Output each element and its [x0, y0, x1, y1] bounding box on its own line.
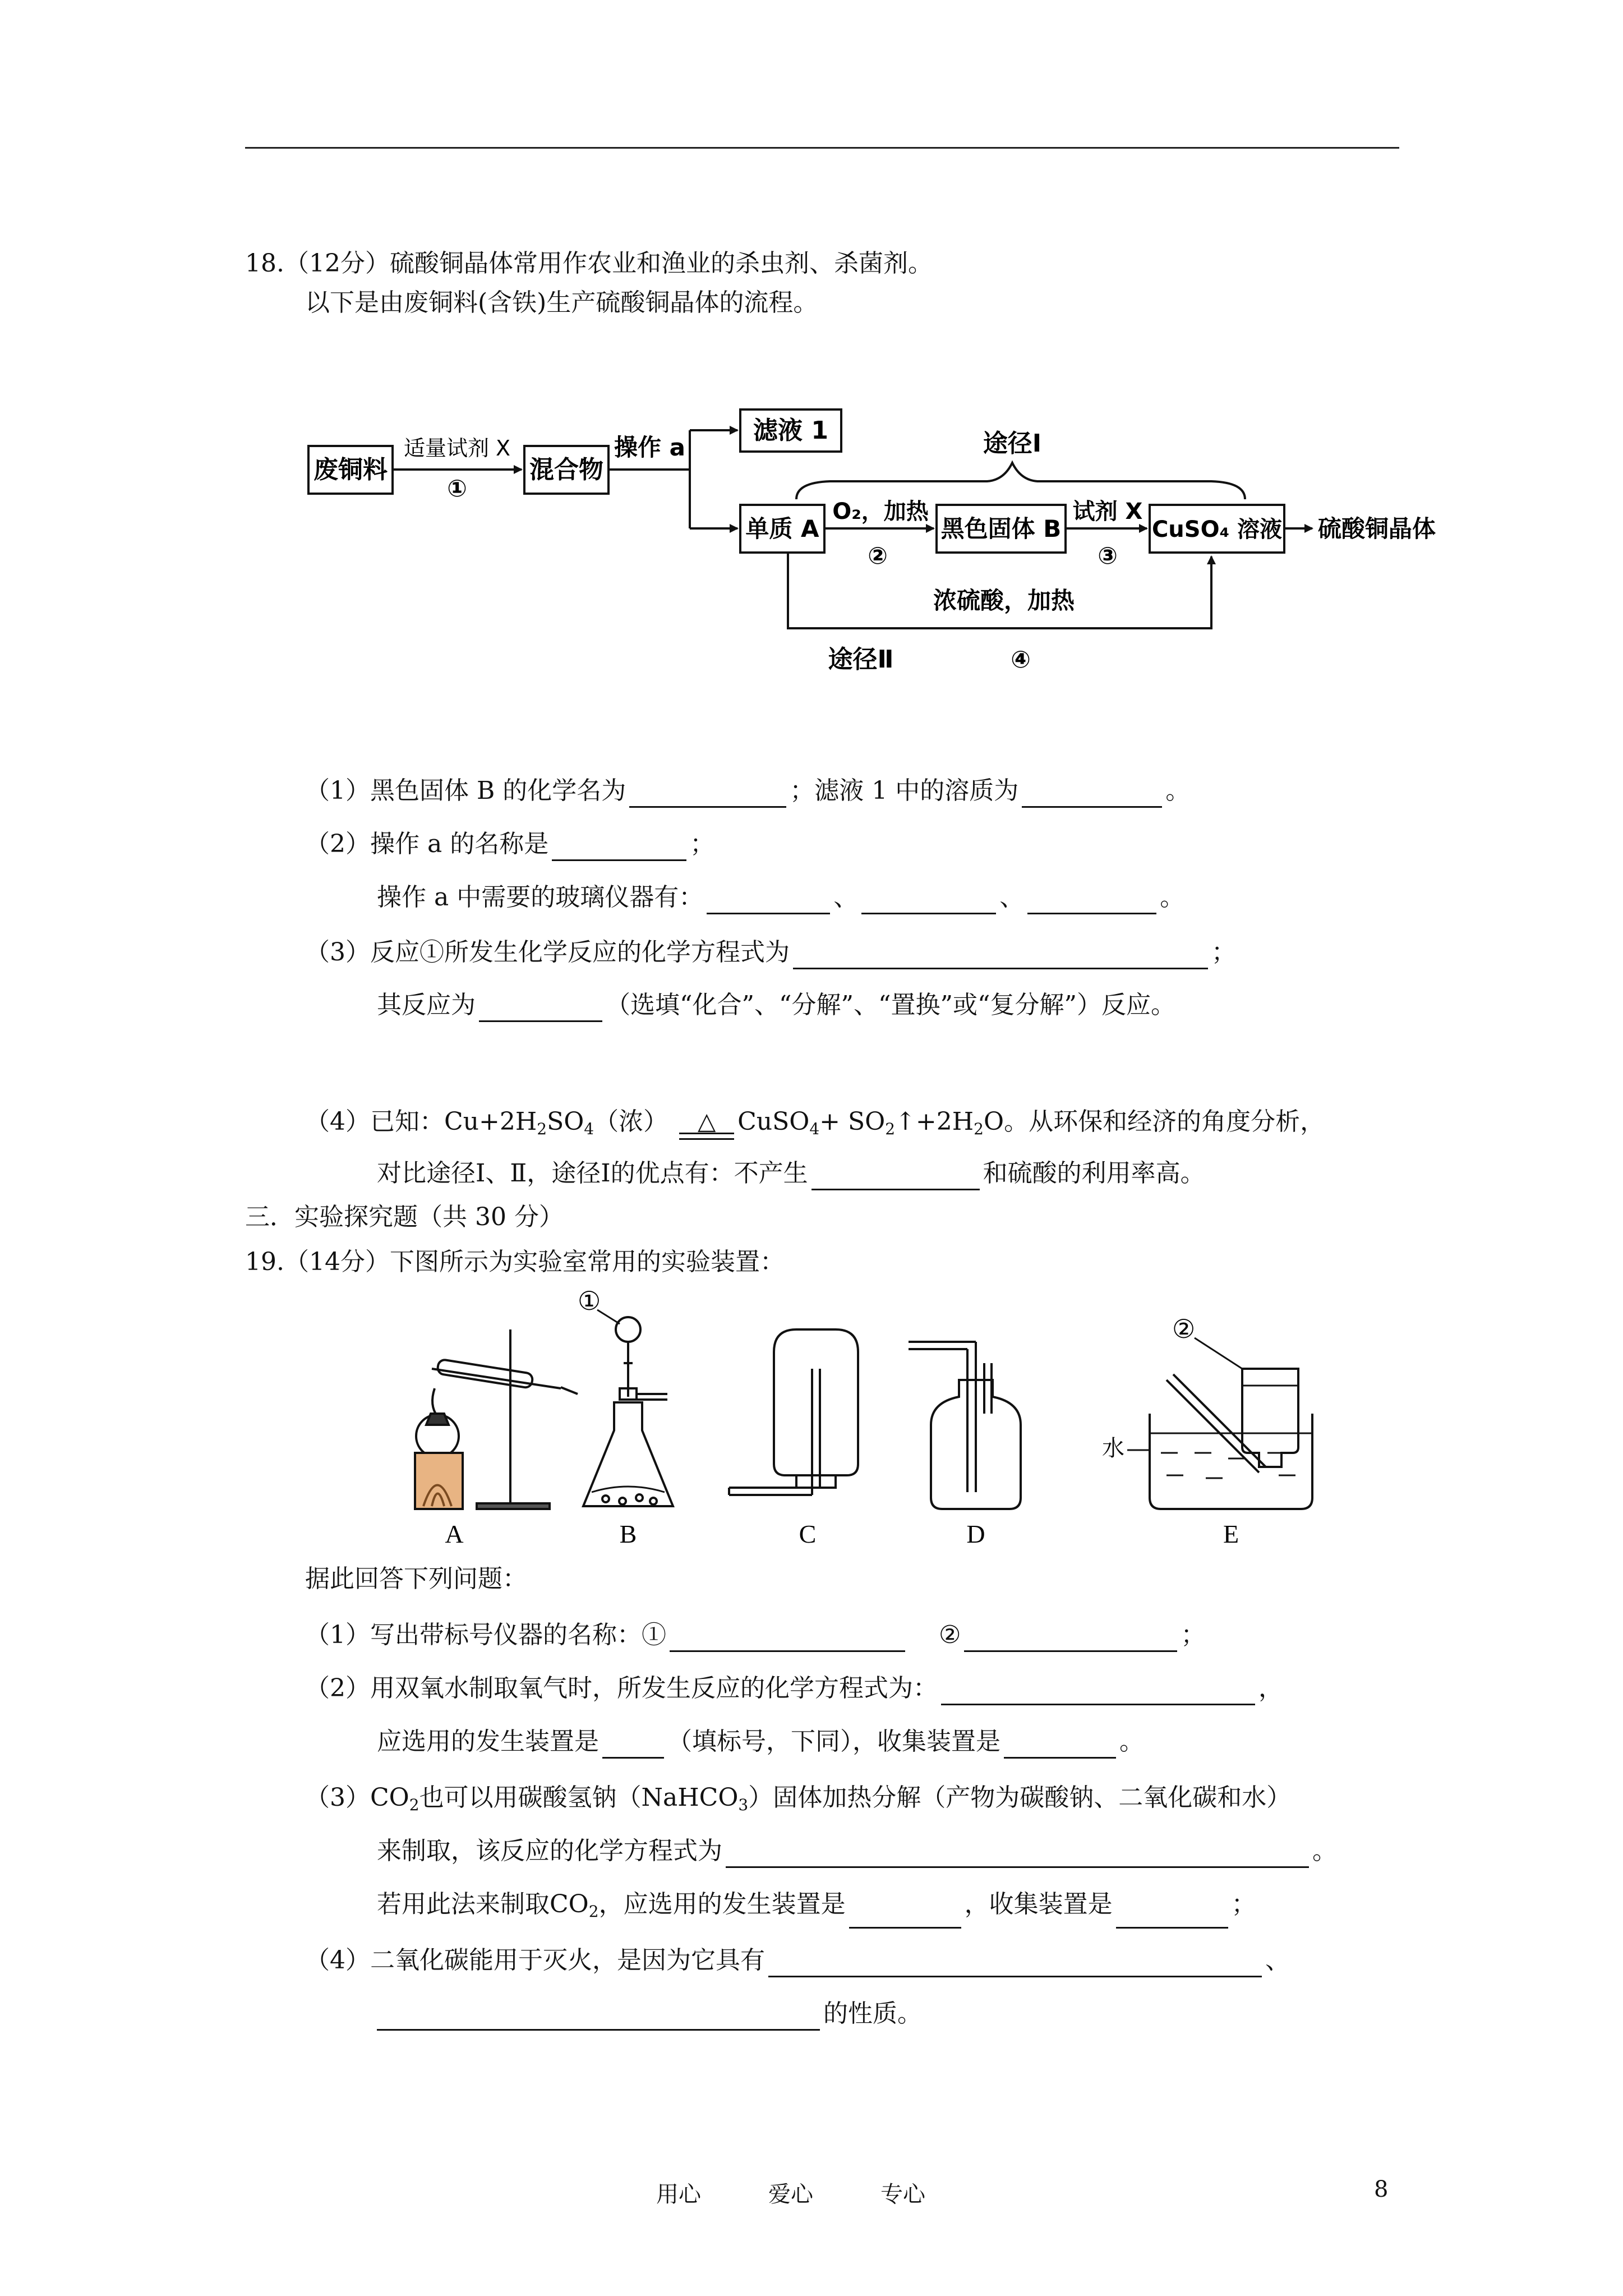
q19-part4b: 的性质。: [377, 1997, 922, 2031]
answer-blank[interactable]: [377, 2002, 820, 2031]
label-route1: 途径Ⅰ: [983, 429, 1042, 458]
caption-d: D: [966, 1520, 985, 1548]
q18-part3: （3）反应①所发生化学反应的化学方程式为 ；: [305, 936, 1236, 969]
answer-blank[interactable]: [479, 993, 602, 1022]
answer-blank[interactable]: [941, 1677, 1255, 1705]
caption-e: E: [1223, 1520, 1239, 1548]
label-conc-acid: 浓硫酸，加热: [933, 587, 1075, 614]
caption-b: B: [619, 1520, 637, 1548]
answer-blank[interactable]: [1004, 1730, 1116, 1759]
label-operation-a: 操作 a: [614, 434, 685, 461]
q19-title: 19.（14分）下图所示为实验室常用的实验装置：: [245, 1248, 785, 1276]
answer-blank[interactable]: [707, 886, 830, 914]
q19-part1: （1）写出带标号仪器的名称：① ② ；: [305, 1618, 1205, 1652]
answer-blank[interactable]: [849, 1900, 961, 1929]
label-filtrate1: 滤液 1: [753, 416, 828, 445]
label-o2-heat: O₂，加热: [832, 499, 929, 524]
label-mixture: 混合物: [529, 455, 603, 484]
answer-blank[interactable]: [1022, 779, 1162, 808]
lab-apparatus-figure: [393, 1285, 1402, 1554]
footer-slogan-3: 专心: [880, 2182, 925, 2207]
answer-blank[interactable]: [964, 1623, 1177, 1652]
label-black-solid-b: 黑色固体 B: [940, 515, 1062, 542]
answer-blank[interactable]: [629, 779, 786, 808]
q19-part3: $(3)CO_2$也可以用碳酸氢钠（NaHCO$_3$）固体加热分解（产物为碳酸钠、二氧化碳和水）: [305, 1783, 1292, 1814]
answer-blank[interactable]: [670, 1623, 905, 1652]
answer-blank[interactable]: [1116, 1900, 1228, 1929]
q18-part4b: 对比途径Ⅰ、Ⅱ，途径Ⅰ的优点有：不产生 和硫酸的利用率高。: [377, 1157, 1205, 1190]
section-3-heading: 三．实验探究题（共 30 分）: [245, 1203, 564, 1231]
answer-blank[interactable]: [768, 1949, 1262, 1977]
caption-a: A: [445, 1520, 464, 1548]
apparatus-c: [729, 1329, 858, 1495]
heat-equals-sign: △: [676, 1112, 737, 1146]
q19-intro: 据此回答下列问题：: [305, 1565, 527, 1593]
answer-blank[interactable]: [811, 1162, 980, 1190]
label-instrument-2: ②: [1172, 1314, 1196, 1344]
label-reagent-x2: 试剂 X: [1072, 499, 1143, 524]
answer-blank[interactable]: [726, 1839, 1309, 1868]
q19-part2: （2）用双氧水制取氧气时，所发生反应的化学方程式为： ，: [305, 1672, 1283, 1705]
label-element-a: 单质 A: [745, 515, 819, 542]
q18-subtitle: 以下是由废铜料(含铁)生产硫酸铜晶体的流程。: [305, 288, 818, 317]
answer-blank[interactable]: [1027, 886, 1156, 914]
q18-title: 18.（12分）硫酸铜晶体常用作农业和渔业的杀虫剂、杀菌剂。: [245, 249, 933, 278]
apparatus-a: [415, 1329, 578, 1509]
answer-blank[interactable]: [861, 886, 996, 914]
caption-c: C: [799, 1520, 817, 1548]
page-number: 8: [1374, 2177, 1389, 2202]
header-rule: [245, 147, 1399, 149]
label-water: 水: [1102, 1435, 1124, 1461]
label-reagent-x: 适量试剂 X: [403, 436, 511, 461]
answer-blank[interactable]: [793, 941, 1208, 969]
label-cuso4: CuSO₄ 溶液: [1151, 517, 1283, 542]
footer-slogan-1: 用心: [656, 2182, 701, 2207]
q18-part2: （2）操作 a 的名称是 ；: [305, 827, 714, 861]
q19-part3b: 来制取，该反应的化学方程式为 。: [377, 1834, 1337, 1868]
label-step4: ④: [1011, 646, 1031, 673]
footer-slogan-2: 爱心: [768, 2182, 813, 2207]
q18-part4: （4）已知：$Cu+2H_2SO_4$（浓） △ CuSO$_4$+ $SO_2↑+2H_2O$。从环保和经济的角度分析，: [305, 1105, 1325, 1146]
answer-blank[interactable]: [552, 832, 686, 861]
apparatus-d: [909, 1342, 1021, 1509]
q19-part3c: 若用此法来制取$CO_2$，应选用的发生装置是 ，收集装置是 ；: [377, 1888, 1256, 1929]
q18-part2b: 操作 a 中需要的玻璃仪器有： 、 、 。: [377, 881, 1184, 914]
label-crystal: 硫酸铜晶体: [1318, 515, 1436, 542]
label-step3: ③: [1098, 542, 1118, 569]
label-waste: 废铜料: [313, 455, 388, 484]
q18-part1: （1）黑色固体 B 的化学名为 ；滤液 1 中的溶质为 。: [305, 774, 1190, 808]
q19-part2b: 应选用的发生装置是 （填标号，下同），收集装置是 。: [377, 1725, 1144, 1759]
q18-part3b: 其反应为 （选填“化合”、“分解”、“置换”或“复分解”）反应。: [377, 988, 1175, 1022]
label-step2: ②: [868, 542, 888, 569]
apparatus-b: [583, 1317, 673, 1506]
label-route2: 途径Ⅱ: [828, 645, 894, 674]
q19-part4: （4）二氧化碳能用于灭火，是因为它具有 、: [305, 1944, 1290, 1977]
copper-flow-diagram: [292, 393, 1469, 696]
apparatus-e: [1150, 1369, 1312, 1509]
label-instrument-1: ①: [578, 1286, 601, 1316]
answer-blank[interactable]: [602, 1730, 664, 1759]
label-step1: ①: [447, 475, 467, 502]
